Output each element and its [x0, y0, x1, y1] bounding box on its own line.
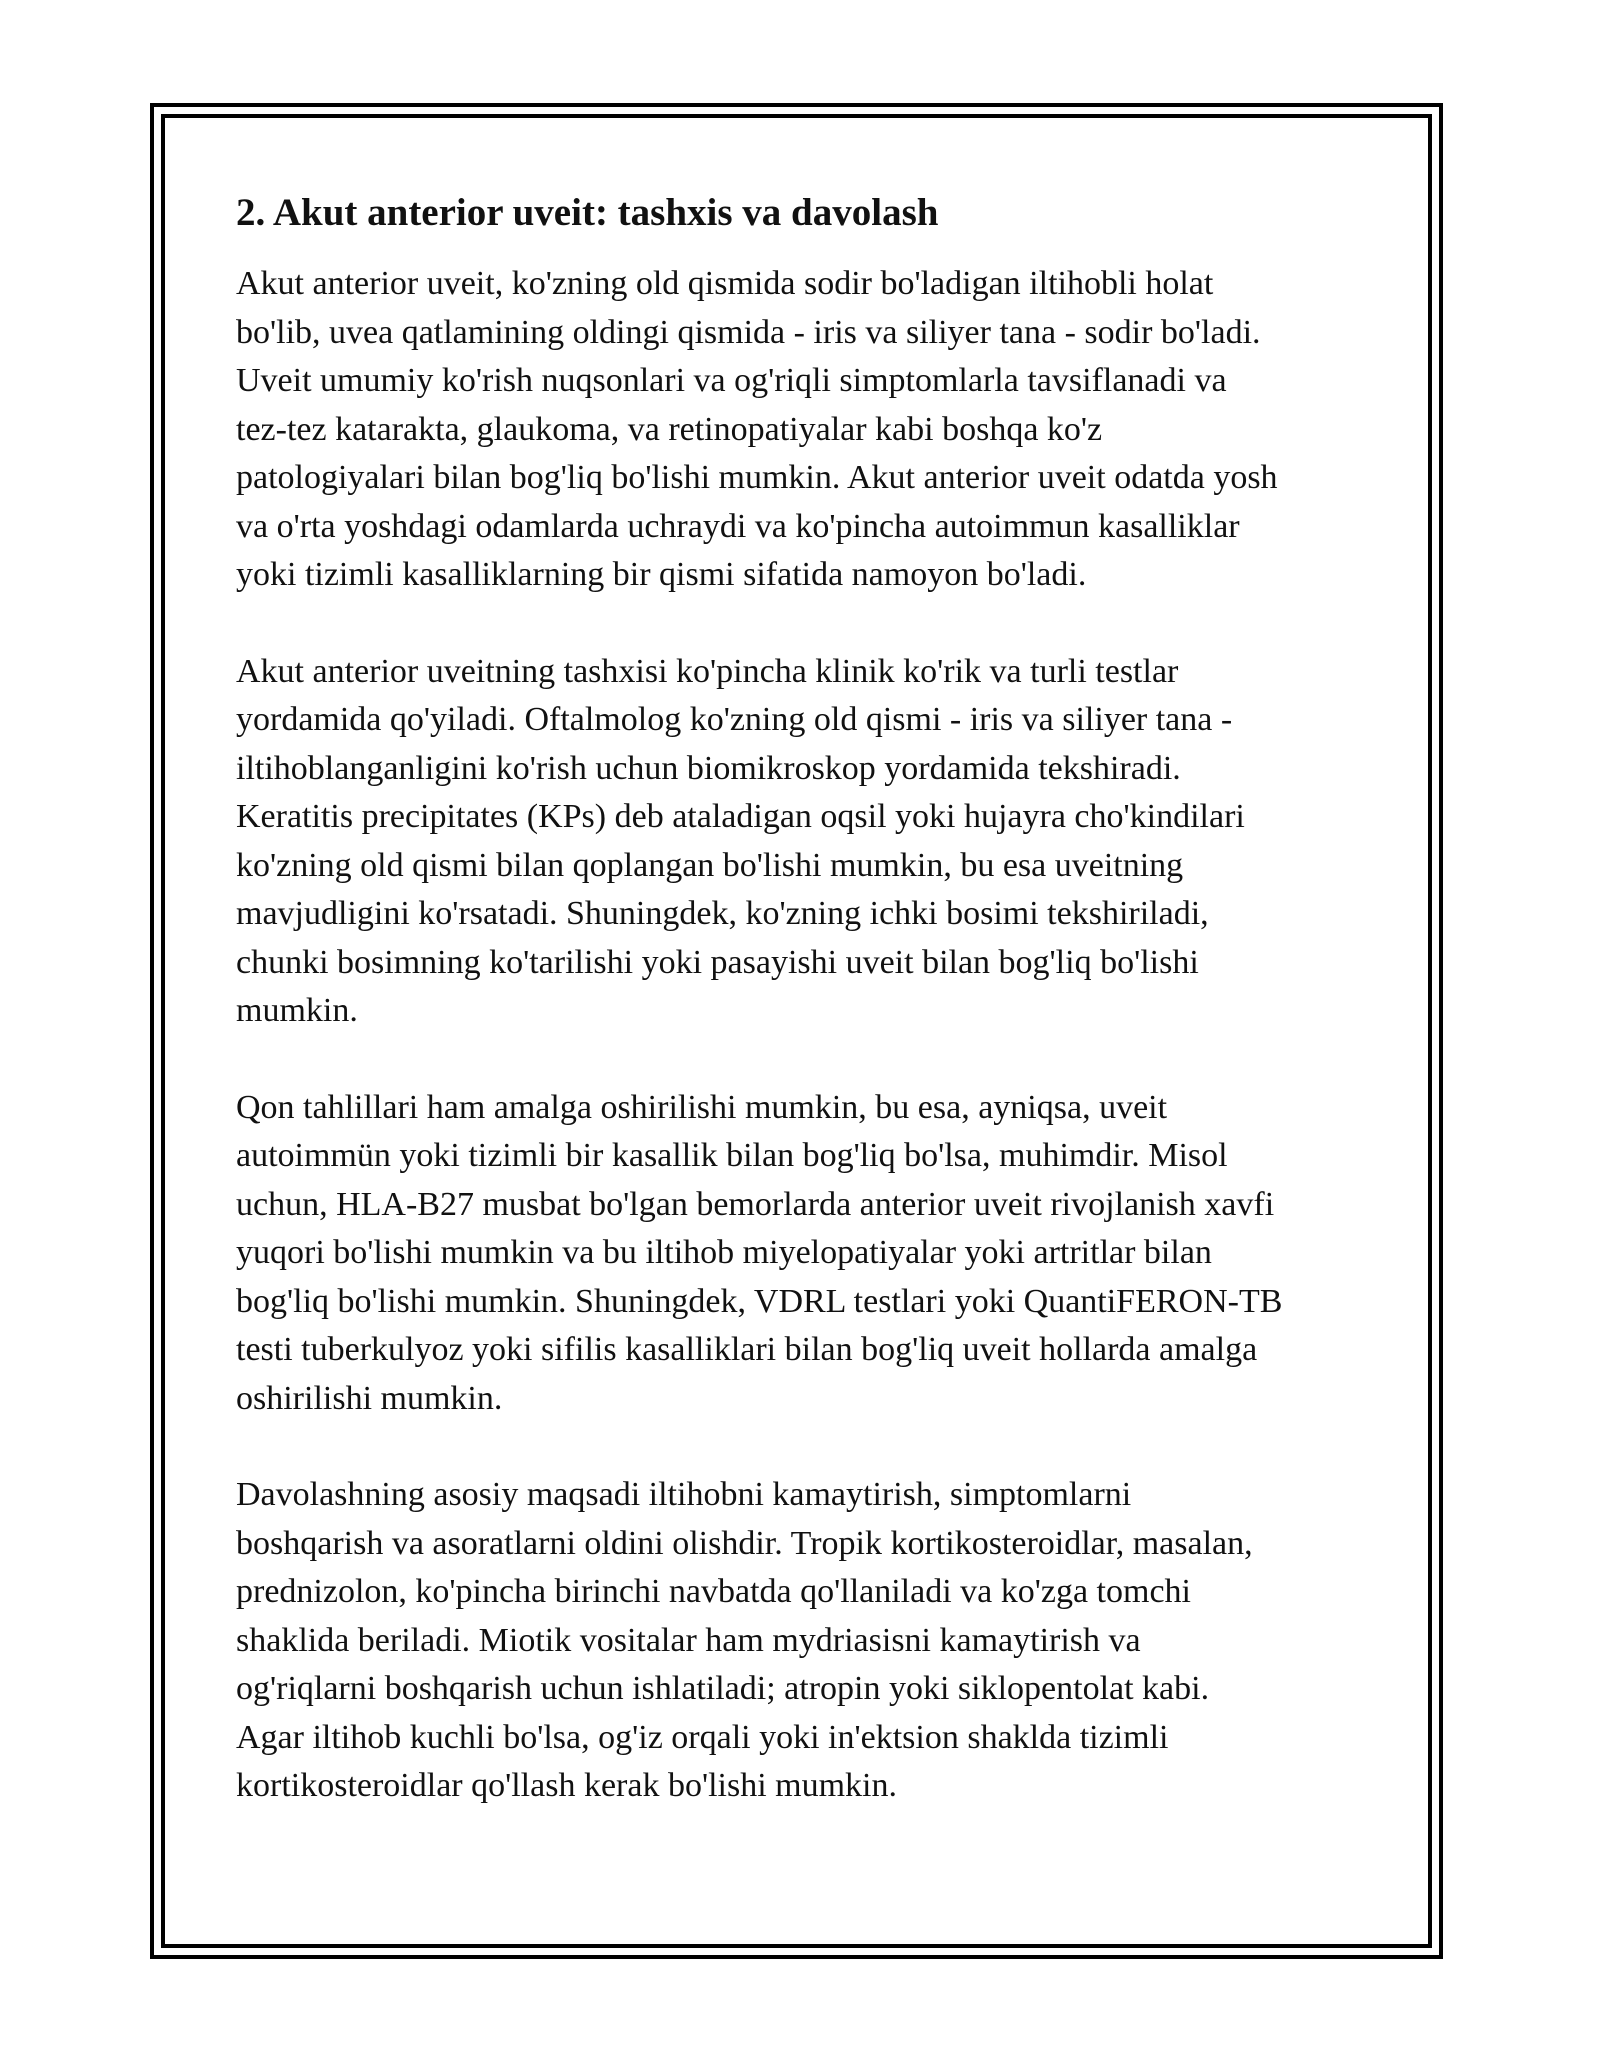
text-line: yoki tizimli kasalliklarning bir qismi sifatida namoyon bo'ladi. [236, 556, 1087, 593]
document-body [236, 188, 1376, 1859]
text-line: Agar iltihob kuchli bo'lsa, og'iz orqali yoki in'ektsion shaklda tizimli [236, 1718, 1169, 1756]
paragraph-1 [236, 260, 1376, 600]
text-line: boshqarish va asoratlarni oldini olishdir. Tropik kortikosteroidlar, masalan, [236, 1524, 1253, 1562]
text-line: kortikosteroidlar qo'llash kerak bo'lishi mumkin. [236, 1767, 897, 1804]
section-heading: 2. Akut anterior uveit: tashxis va davolash [236, 191, 939, 234]
text-line: mavjudligini ko'rsatadi. Shuningdek, ko'zning ichki bosimi tekshiriladi, [236, 895, 1209, 932]
text-line: Akut anterior uveitning tashxisi ko'pincha klinik ko'rik va turli testlar [236, 652, 1179, 690]
text-line: testi tuberkulyoz yoki sifilis kasalliklari bilan bog'liq uveit hollarda amalga [236, 1331, 1258, 1368]
text-line: Uveit umumiy ko'rish nuqsonlari va og'riqli simptomlarla tavsiflanadi va [236, 362, 1227, 399]
text-line: oshirilishi mumkin. [236, 1379, 503, 1417]
text-line: uchun, HLA-B27 musbat bo'lgan bemorlarda anterior uveit rivojlanish xavfi [236, 1185, 1275, 1223]
paragraph-list [236, 260, 1376, 1811]
paragraph-3 [236, 1084, 1376, 1424]
paragraph-4 [236, 1471, 1376, 1811]
paragraph-2 [236, 648, 1376, 1036]
text-line: Keratitis precipitates (KPs) deb ataladigan oqsil yoki hujayra cho'kindilari [236, 798, 1245, 835]
text-line: shaklida beriladi. Miotik vositalar ham mydriasisni kamaytirish va [236, 1621, 1141, 1659]
text-line: Qon tahlillari ham amalga oshirilishi mumkin, bu esa, ayniqsa, uveit [236, 1088, 1168, 1126]
text-line: ko'zning old qismi bilan qoplangan bo'lishi mumkin, bu esa uveitning [236, 846, 1184, 884]
text-line: tez-tez katarakta, glaukoma, va retinopatiyalar kabi boshqa ko'z [236, 410, 1103, 448]
text-line: mumkin. [236, 992, 358, 1029]
text-line: va o'rta yoshdagi odamlarda uchraydi va ko'pincha autoimmun kasalliklar [236, 507, 1240, 545]
text-line: yordamida qo'yiladi. Oftalmolog ko'zning old qismi - iris va siliyer tana - [236, 701, 1233, 738]
text-line: autoimmün yoki tizimli bir kasallik bilan bog'liq bo'lsa, muhimdir. Misol [236, 1137, 1228, 1174]
text-line: chunki bosimning ko'tarilishi yoki pasayishi uveit bilan bog'liq bo'lishi [236, 943, 1199, 981]
text-line: iltihoblanganligini ko'rish uchun biomikroskop yordamida tekshiradi. [236, 749, 1181, 787]
text-line: Davolashning asosiy maqsadi iltihobni kamaytirish, simptomlarni [236, 1476, 1132, 1513]
text-line: og'riqlarni boshqarish uchun ishlatiladi; atropin yoki siklopentolat kabi. [236, 1670, 1210, 1707]
text-line: bog'liq bo'lishi mumkin. Shuningdek, VDRL testlari yoki QuantiFERON-TB [236, 1282, 1283, 1320]
text-line: bo'lib, uvea qatlamining oldingi qismida - iris va siliyer tana - sodir bo'ladi. [236, 313, 1261, 351]
text-line: prednizolon, ko'pincha birinchi navbatda qo'llaniladi va ko'zga tomchi [236, 1573, 1191, 1610]
text-line: Akut anterior uveit, ko'zning old qismida sodir bo'ladigan iltihobli holat [236, 265, 1214, 302]
text-line: yuqori bo'lishi mumkin va bu iltihob miyelopatiyalar yoki artritlar bilan [236, 1234, 1212, 1271]
text-line: patologiyalari bilan bog'liq bo'lishi mumkin. Akut anterior uveit odatda yosh [236, 459, 1278, 496]
